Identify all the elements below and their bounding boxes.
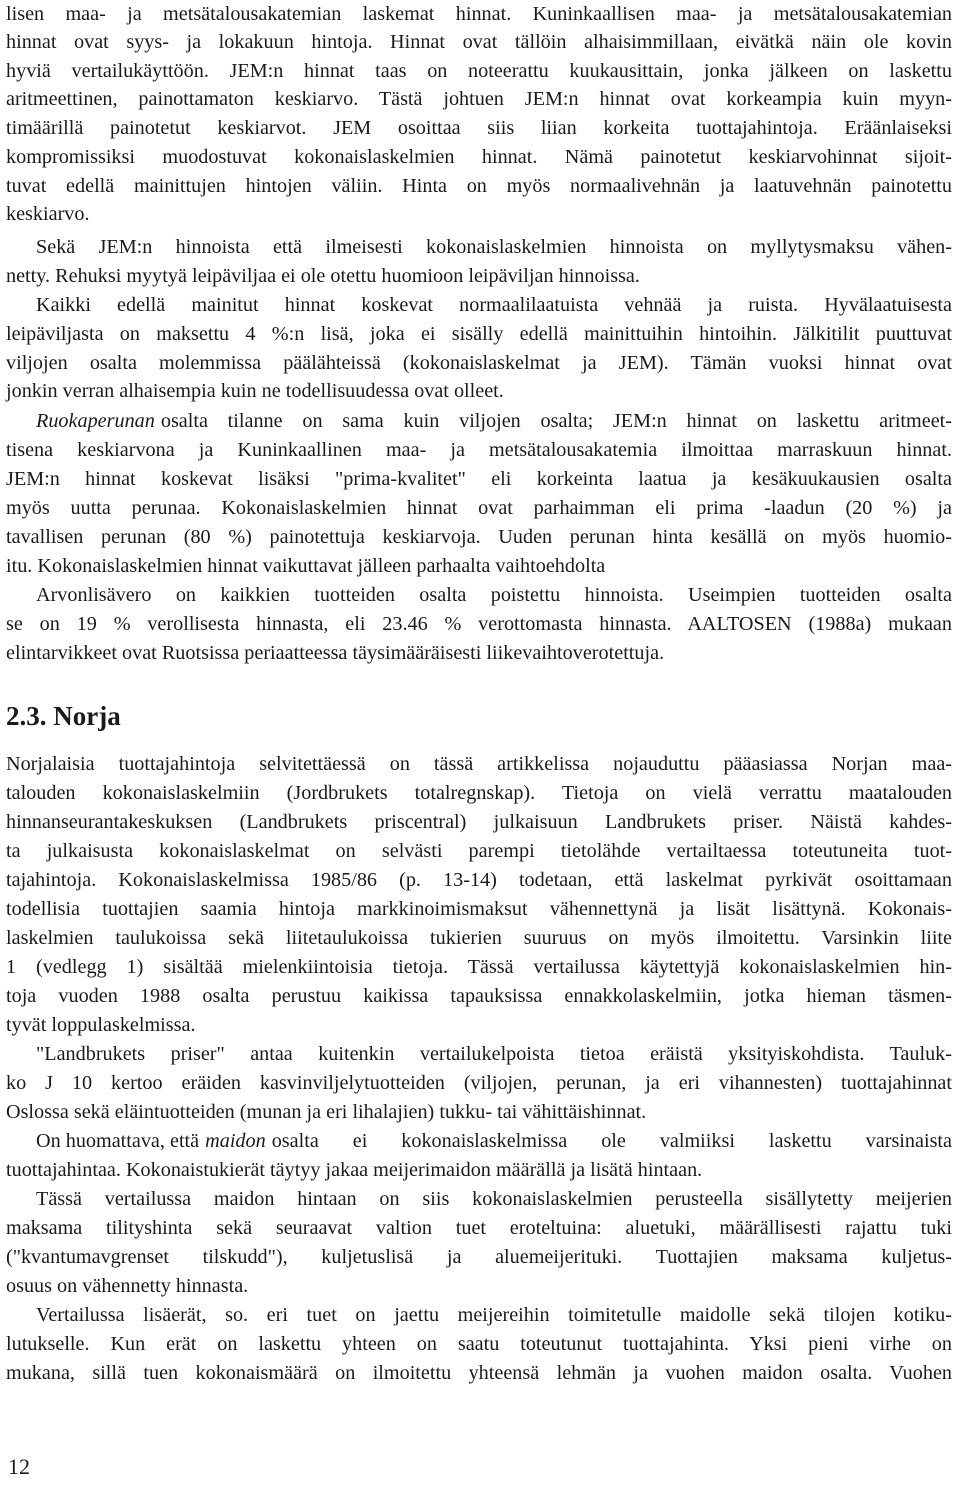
text-line: lutukselle. Kun erät on laskettu yhteen on saatu toteutunut tuottajahinta. Yksi pieni virhe on bbox=[6, 1333, 952, 1355]
paragraph-first-line: Kaikki edellä mainitut hinnat koskevat normaalilaatuista vehnää ja ruista. Hyvälaatuisesta bbox=[36, 294, 952, 316]
text-line: myös uutta perunaa. Kokonaislaskelmien hinnat ovat parhaimman eli prima -laadun (20 %) ja bbox=[6, 497, 952, 519]
text-line: tuottajahintaa. Kokonaistukierät täytyy jakaa meijerimaidon määrällä ja lisätä hintaan. bbox=[6, 1159, 703, 1181]
page-number: 12 bbox=[8, 1454, 30, 1479]
text-line: elintarvikkeet ovat Ruotsissa periaatteessa täysimääräisesti liikevaihtoverotettuja. bbox=[6, 642, 665, 664]
paragraph-first-line: Sekä JEM:n hinnoista että ilmeisesti kokonaislaskelmien hinnoista on myllytysmaksu vähen- bbox=[36, 236, 952, 258]
text-line: todellisia tuottajien saamia hintoja markkinoimismaksut vähennettynä ja lisät lisättynä. Kokonais- bbox=[6, 898, 952, 920]
text-line: maksama tilityshinta sekä seuraavat valtion tuet eroteltuina: aluetuki, määrällisesti rajattu tuki bbox=[6, 1217, 952, 1239]
text-line: ko J 10 kertoo eräiden kasvinviljelytuotteiden (viljojen, perunan, ja eri vihannesten) tuottajahinnat bbox=[6, 1072, 952, 1094]
text-line: tisena keskiarvona ja Kuninkaallinen maa- ja metsätalousakatemia ilmoittaa marraskuun hinnat. bbox=[6, 439, 952, 461]
text-line: mukana, sillä tuen kokonaismäärä on ilmoitettu yhteensä lehmän ja vuohen maidon osalta. Vuohen bbox=[6, 1362, 952, 1384]
paragraph-first-line: "Landbrukets priser" antaa kuitenkin vertailukelpoista tietoa eräistä yksityiskohdista. Tauluk- bbox=[36, 1043, 952, 1065]
italic-term: maidon bbox=[205, 1130, 266, 1152]
text-line: laskelmien taulukoissa sekä liitetaulukoissa tukierien suuruus on myös ilmoitettu. Varsinkin liite bbox=[6, 927, 952, 949]
text-line: netty. Rehuksi myytyä leipäviljaa ei ole otettu huomioon leipäviljan hinnoissa. bbox=[6, 265, 640, 287]
text-line: keskiarvo. bbox=[6, 203, 90, 225]
text-line: toja vuoden 1988 osalta perustuu kaikissa tapauksissa ennakkolaskelmiin, jotka hieman täsmen- bbox=[6, 985, 952, 1007]
text-line: hinnanseurantakeskuksen (Landbrukets priscentral) julkaisuun Landbrukets priser. Näistä kahdes- bbox=[6, 811, 952, 833]
text-line: lisen maa- ja metsätalousakatemian laskemat hinnat. Kuninkaallisen maa- ja metsätalousakatemian bbox=[6, 3, 952, 25]
text-line: kompromissiksi muodostuvat kokonaislaskelmien hinnat. Nämä painotetut keskiarvohinnat sijoit- bbox=[6, 146, 952, 168]
text-line: ta julkaisusta kokonaislaskelmat on selvästi parempi tietolähde vertailtaessa toteutuneita tuot- bbox=[6, 840, 952, 862]
text-line: 1 (vedlegg 1) sisältää mielenkiintoisia tietoja. Tässä vertailussa käytettyjä kokonaislaskelmien hin- bbox=[6, 956, 952, 978]
text-line: jonkin verran alhaisempia kuin ne todellisuudessa ovat olleet. bbox=[6, 380, 504, 402]
text-line: Norjalaisia tuottajahintoja selvitettäessä on tässä artikkelissa nojauduttu pääasiassa Norjan maa- bbox=[6, 753, 952, 775]
text-span: osalta ei kokonaislaskelmissa ole valmiiksi laskettu varsinaista bbox=[271, 1130, 952, 1152]
text-line: aritmeettinen, painottamaton keskiarvo. Tästä johtuen JEM:n hinnat ovat korkeampia kuin myyn- bbox=[6, 88, 952, 110]
text-line: hyviä vertailukäyttöön. JEM:n hinnat taas on noteerattu kuukausittain, jonka jälkeen on laskettu bbox=[6, 60, 952, 82]
text-line: itu. Kokonaislaskelmien hinnat vaikuttavat jälleen parhaalta vaihtoehdolta bbox=[6, 555, 606, 577]
text-span: On huomattava, että bbox=[36, 1130, 200, 1152]
text-line: se on 19 % verollisesta hinnasta, eli 23.46 % verottomasta hinnasta. AALTOSEN (1988a) mukaan bbox=[6, 613, 952, 635]
text-line: Oslossa sekä eläintuotteiden (munan ja eri lihalajien) tukku- tai vähittäishinnat. bbox=[6, 1101, 647, 1123]
text-line: osuus on vähennetty hinnasta. bbox=[6, 1275, 249, 1297]
text-line: tavallisen perunan (80 %) painotettuja keskiarvoja. Uuden perunan hinta kesällä on myös huomio- bbox=[6, 526, 952, 548]
text-line: tajahintoja. Kokonaislaskelmissa 1985/86 (p. 13-14) todetaan, että laskelmat pyrkivät osoittamaan bbox=[6, 869, 952, 891]
text-line: viljojen osalta molemmissa päälähteissä (kokonaislaskelmat ja JEM). Tämän vuoksi hinnat ovat bbox=[6, 352, 952, 374]
text-span: osalta tilanne on sama kuin viljojen osalta; JEM:n hinnat on laskettu aritmeet- bbox=[160, 410, 952, 432]
paragraph-first-line: Arvonlisävero on kaikkien tuotteiden osalta poistettu hinnoista. Useimpien tuotteiden osalta bbox=[36, 584, 952, 606]
text-line: ("kvantumavgrenset tilskudd"), kuljetuslisä ja aluemeijerituki. Tuottajien maksama kuljetus- bbox=[6, 1246, 952, 1268]
paragraph-first-line bbox=[36, 409, 952, 433]
text-line: leipäviljasta on maksettu 4 %:n lisä, joka ei sisälly edellä mainittuihin hintoihin. Jälkitilit puuttuvat bbox=[6, 323, 952, 345]
text-line: JEM:n hinnat koskevat lisäksi "prima-kvalitet" eli korkeinta laatua ja kesäkuukausien osalta bbox=[6, 468, 952, 490]
italic-term: Ruokaperunan bbox=[36, 410, 155, 432]
section-heading: 2.3. Norja bbox=[6, 701, 121, 731]
text-line: tuvat edellä mainittujen hintojen väliin. Hinta on myös normaalivehnän ja laatuvehnän painotettu bbox=[6, 175, 952, 197]
text-line: timäärillä painotetut keskiarvot. JEM osoittaa siis liian korkeita tuottajahintoja. Eräänlaiseksi bbox=[6, 117, 952, 139]
text-line: hinnat ovat syys- ja lokakuun hintoja. Hinnat ovat tällöin alhaisimmillaan, eivätkä näin ole kovin bbox=[6, 31, 952, 53]
text-line: tyvät loppulaskelmissa. bbox=[6, 1014, 196, 1036]
paragraph-first-line: Vertailussa lisäerät, so. eri tuet on jaettu meijereihin toimitetulle maidolle sekä tilojen kotiku- bbox=[36, 1304, 952, 1326]
text-line: talouden kokonaislaskelmiin (Jordbrukets totalregnskap). Tietoja on vielä verrattu maatalouden bbox=[6, 782, 952, 804]
paragraph-first-line: Tässä vertailussa maidon hintaan on siis kokonaislaskelmien perusteella sisällytetty meijerien bbox=[36, 1188, 952, 1210]
paragraph-first-line bbox=[36, 1129, 952, 1153]
